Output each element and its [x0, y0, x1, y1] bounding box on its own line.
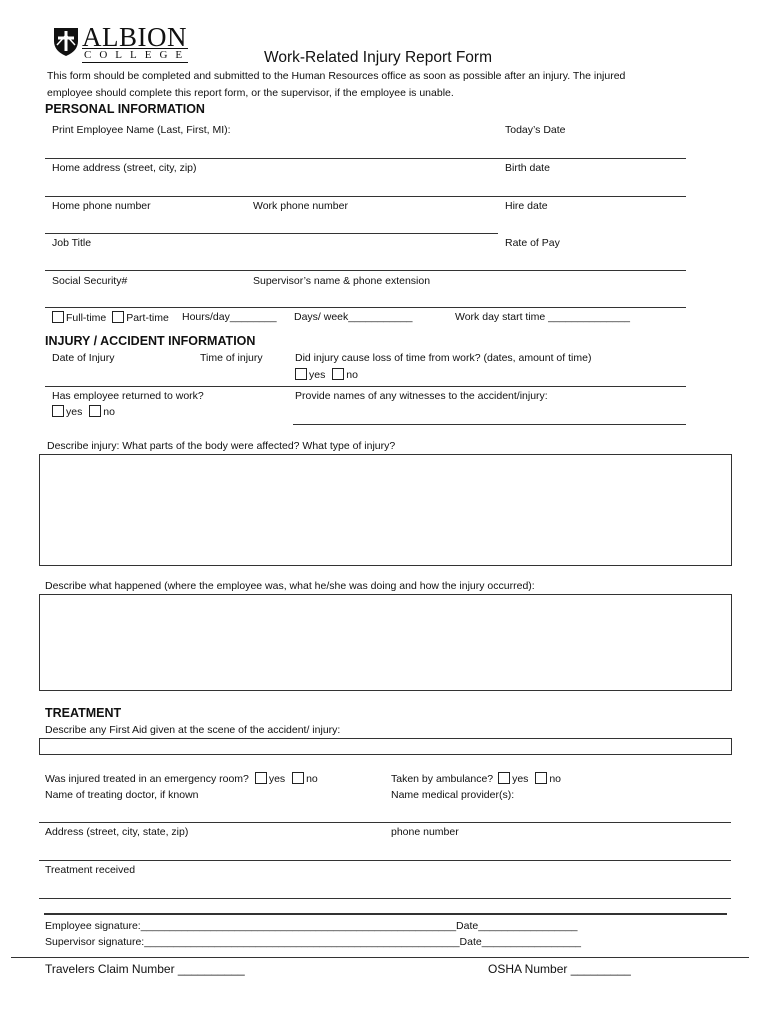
rate-of-pay-label: Rate of Pay	[505, 237, 560, 249]
loss-yes-label: yes	[309, 369, 326, 381]
returned-yes-checkbox[interactable]	[52, 405, 64, 417]
osha-number[interactable]: OSHA Number _________	[488, 962, 631, 976]
full-time-label: Full-time	[66, 312, 107, 324]
home-address-line[interactable]	[45, 196, 686, 197]
phone-line[interactable]	[45, 233, 498, 234]
job-title-label: Job Title	[52, 237, 92, 249]
time-of-injury-label: Time of injury	[200, 352, 263, 364]
logo-rule-bottom	[82, 62, 188, 63]
provider-label: Name medical provider(s):	[391, 789, 515, 801]
hours-day-label: Hours/day________	[182, 311, 277, 323]
returned-no-checkbox[interactable]	[89, 405, 101, 417]
employee-signature-field[interactable]: Employee signature:______________________________________________________Date_________________	[45, 920, 578, 932]
supervisor-signature-field[interactable]: Supervisor signature:______________________________________________________Date_________________	[45, 936, 582, 948]
work-day-start-label: Work day start time ______________	[455, 311, 630, 323]
part-time-checkbox[interactable]	[112, 311, 124, 323]
ssn-line[interactable]	[45, 307, 686, 308]
employee-name-line[interactable]	[45, 158, 686, 159]
treatment-received-line[interactable]	[39, 898, 731, 899]
describe-happened-label: Describe what happened (where the employee was, what he/she was doing and how the injury occurred):	[45, 580, 535, 592]
loss-no-checkbox[interactable]	[332, 368, 344, 380]
first-aid-box[interactable]	[39, 738, 732, 755]
personal-heading: PERSONAL INFORMATION	[45, 102, 205, 116]
logo-subtitle: COLLEGE	[84, 49, 191, 61]
form-title: Work-Related Injury Report Form	[264, 49, 492, 66]
birth-date-label: Birth date	[505, 162, 550, 174]
doctor-label: Name of treating doctor, if known	[45, 789, 199, 801]
ambulance-label: Taken by ambulance?	[391, 773, 494, 785]
treatment-received-label: Treatment received	[45, 864, 136, 876]
returned-options	[52, 405, 115, 418]
describe-happened-box[interactable]	[39, 594, 732, 691]
date-of-injury-label: Date of Injury	[52, 352, 115, 364]
treatment-heading: TREATMENT	[45, 706, 122, 720]
treatment-address-label: Address (street, city, state, zip)	[45, 826, 189, 838]
describe-injury-box[interactable]	[39, 454, 732, 566]
er-yes-label: yes	[268, 773, 286, 785]
hire-date-label: Hire date	[505, 200, 548, 212]
witnesses-line[interactable]	[293, 424, 686, 425]
er-no-label: no	[306, 773, 318, 785]
shield-logo-icon	[53, 27, 79, 57]
ambulance-row	[391, 772, 561, 785]
ambulance-no-label: no	[549, 773, 562, 785]
first-aid-label: Describe any First Aid given at the scene of the accident/ injury:	[45, 724, 341, 736]
returned-label: Has employee returned to work?	[52, 390, 204, 402]
loss-yes-checkbox[interactable]	[295, 368, 307, 380]
travelers-claim-number[interactable]: Travelers Claim Number __________	[45, 962, 245, 976]
ambulance-yes-label: yes	[512, 773, 529, 785]
footer-divider	[11, 957, 749, 958]
employment-type-row	[52, 311, 169, 324]
describe-injury-label: Describe injury: What parts of the body were affected? What type of injury?	[47, 440, 396, 452]
er-no-checkbox[interactable]	[292, 772, 304, 784]
job-title-line[interactable]	[45, 270, 686, 271]
home-phone-label: Home phone number	[52, 200, 151, 212]
witnesses-label: Provide names of any witnesses to the accident/injury:	[295, 390, 548, 402]
ambulance-no-checkbox[interactable]	[535, 772, 547, 784]
injury-heading: INJURY / ACCIDENT INFORMATION	[45, 334, 256, 348]
logo-wordmark: ALBION	[82, 22, 187, 52]
ssn-label: Social Security#	[52, 275, 128, 287]
emergency-room-row	[45, 772, 318, 785]
supervisor-label: Supervisor’s name & phone extension	[253, 275, 431, 287]
part-time-label: Part-time	[126, 312, 169, 324]
er-yes-checkbox[interactable]	[255, 772, 267, 784]
emergency-room-label: Was injured treated in an emergency room?	[45, 773, 249, 785]
days-week-label: Days/ week___________	[294, 311, 413, 323]
home-address-label: Home address (street, city, zip)	[52, 162, 197, 174]
loss-of-time-options	[295, 368, 358, 381]
ambulance-yes-checkbox[interactable]	[498, 772, 510, 784]
loss-of-time-label: Did injury cause loss of time from work? (dates, amount of time)	[295, 352, 592, 364]
full-time-checkbox[interactable]	[52, 311, 64, 323]
work-phone-label: Work phone number	[253, 200, 348, 212]
injury-date-line[interactable]	[45, 386, 686, 387]
doctor-line[interactable]	[39, 822, 731, 823]
address-line[interactable]	[39, 860, 731, 861]
intro-line-2: employee should complete this report form, or the supervisor, if the employee is unable.	[47, 87, 454, 99]
signature-divider	[44, 913, 727, 915]
todays-date-label: Today’s Date	[505, 124, 566, 136]
loss-no-label: no	[346, 369, 358, 381]
returned-no-label: no	[103, 406, 115, 418]
intro-line-1: This form should be completed and submitted to the Human Resources office as soon as possible after an injury. The injured	[47, 70, 626, 82]
employee-name-label: Print Employee Name (Last, First, MI):	[52, 124, 231, 136]
treatment-phone-label: phone number	[391, 826, 459, 838]
returned-yes-label: yes	[66, 406, 83, 418]
